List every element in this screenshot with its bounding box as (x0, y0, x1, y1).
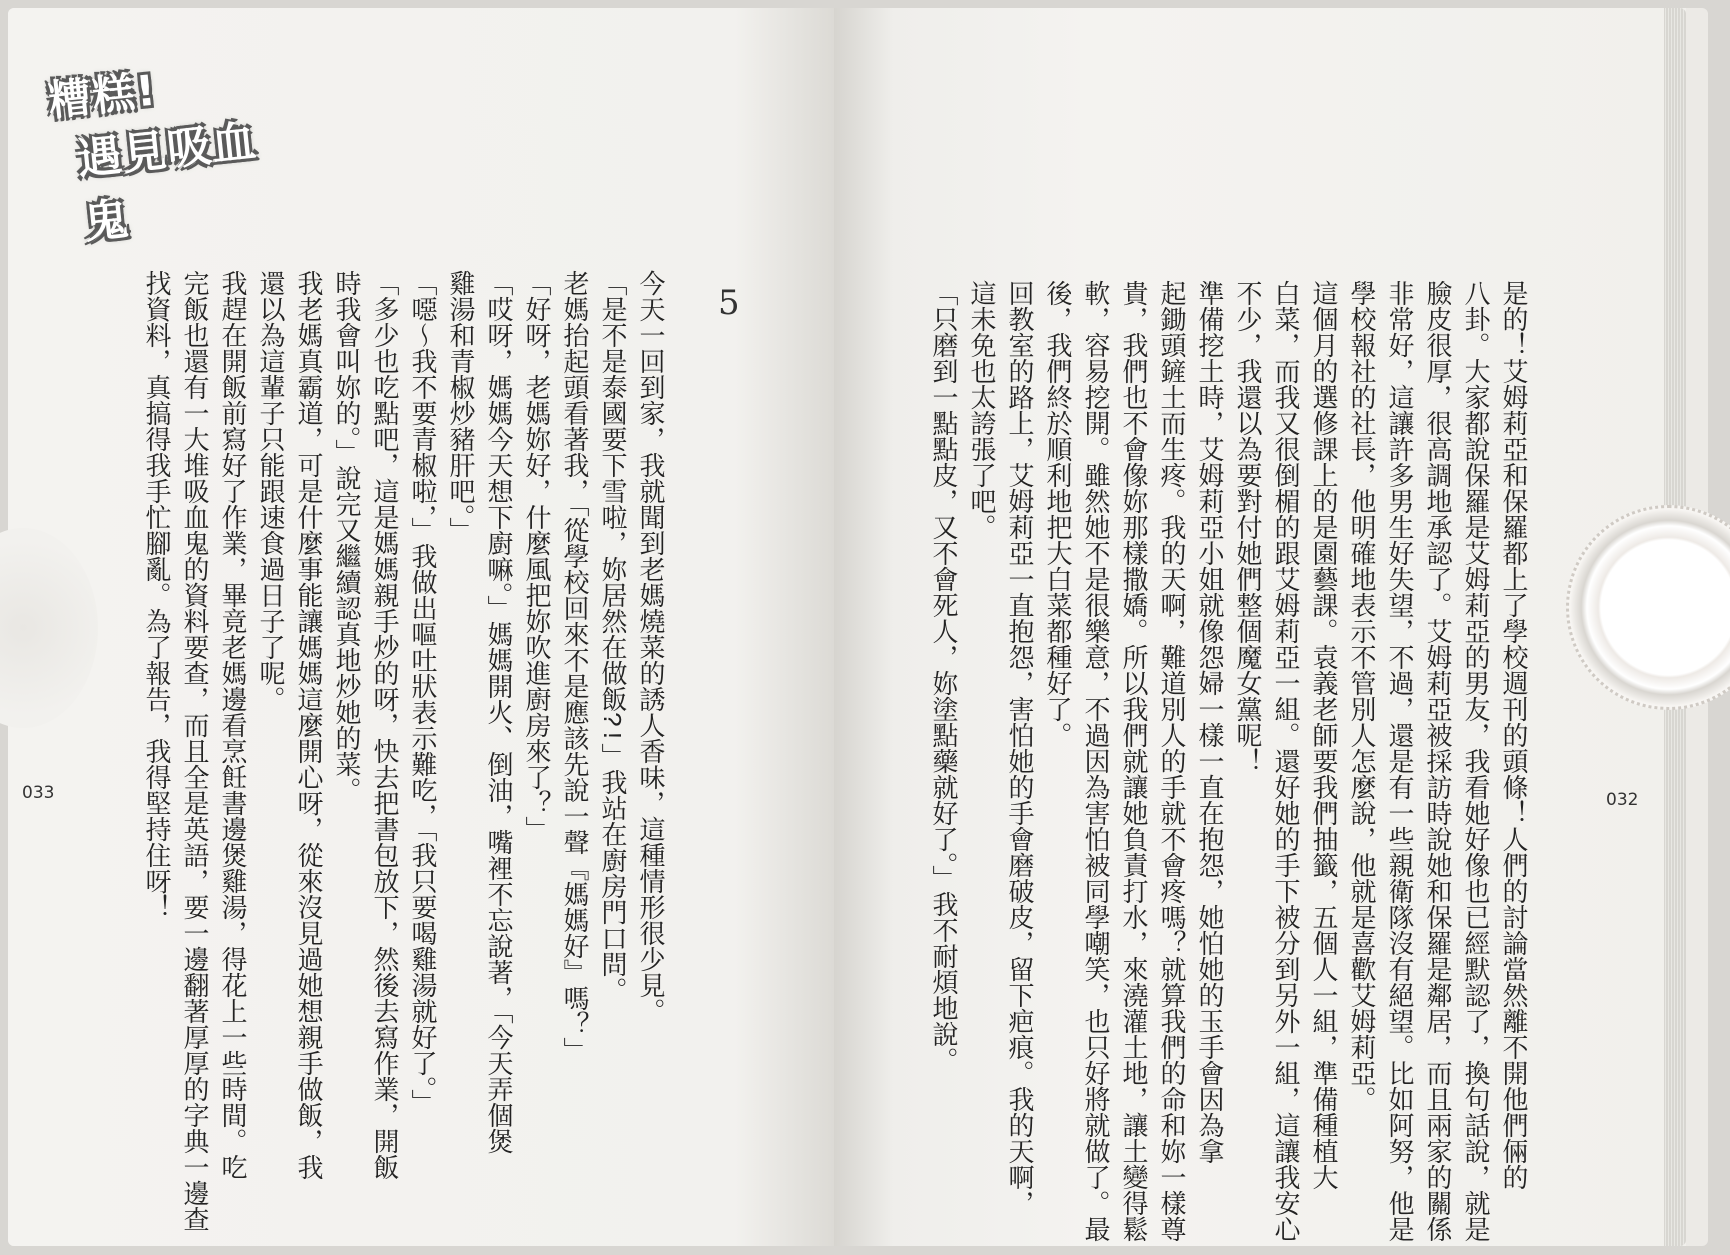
logo-line-2: 遇見吸血鬼 (75, 115, 260, 250)
logo-line-1: 糟糕! (45, 65, 160, 126)
left-page-body: 今天一回到家，我就聞到老媽燒菜的誘人香味，這種情形很少見。 「是不是泰國要下雪啦，妳居然在做飯?!」我站在廚房門口問。 老媽抬起頭看著我，「從學校回來不是應該先說一聲『媽媽好』嗎？」 「好呀，老媽妳好，什麼風把妳吹進廚房來了？」 「哎呀，媽媽今天想下廚嘛。」媽媽開火、倒油，嘴裡不忘說著，「今天弄個煲 雞湯和青椒炒豬肝吧。」 「噁～我不要青椒啦，」我做出嘔吐狀表示難吃，「我只要喝雞湯就好了。」 「多少也吃點吧，這是媽媽親手炒的呀，快去把書包放下，然後去寫作業，開飯 時我會叫妳的。」說完又繼續認真地炒她的菜。 我老媽真霸道，可是什麼事能讓媽媽這麼開心呀，從來沒見過她想親手做飯，我 還以為這輩子只能跟速食過日子了呢。 我趕在開飯前寫好了作業，畢竟老媽邊看烹飪書邊煲雞湯，得花上一些時間。吃 完飯也還有一大堆吸血鬼的資料要查，而且全是英語，要一邊翻著厚厚的字典一邊查 找資料，真搞得我手忙腳亂。為了報告，我得堅持住呀！ (140, 270, 664, 1232)
left-page (8, 8, 834, 1246)
open-book (8, 8, 1708, 1246)
right-page-body: 是的！艾姆莉亞和保羅都上了學校週刊的頭條！人們的討論當然離不開他們倆的 八卦。大家都說保羅是艾姆莉亞的男友，我看她好像也已經默認了，換句話說，就是 臉皮很厚，很高調地承認了。艾姆莉亞被採訪時說她和保羅是鄰居，而且兩家的關係 非常好，這讓許多男生好失望，不過，還是有一些親衛隊沒有絕望。比如阿努，他是 學校報社的社長，他明確地表示不管別人怎麼說，他就是喜歡艾姆莉亞。 這個月的選修課上的是園藝課。袁義老師要我們抽籤，五個人一組，準備種植大 白菜，而我又很倒楣的跟艾姆莉亞一組。還好她的手下被分到另外一組，這讓我安心 不少，我還以為要對付她們整個魔女黨呢！ 準備挖土時，艾姆莉亞小姐就像怨婦一樣一直在抱怨，她怕她的玉手會因為拿 起鋤頭鏟土而生疼。我的天啊，難道別人的手就不會疼嗎？就算我們的命和妳一樣尊 貴，我們也不會像妳那樣撒嬌。所以我們就讓她負責打水，來澆灌土地，讓土變得鬆 軟，容易挖開。雖然她不是很樂意，不過因為害怕被同學嘲笑，也只好將就做了。最 後，我們終於順利地把大白菜都種好了。 回教室的路上，艾姆莉亞一直抱怨，害怕她的手會磨破皮，留下疤痕。我的天啊， 這未免也太誇張了吧。 「只磨到一點點皮，又不會死人，妳塗點藥就好了。」我不耐煩地說。 (927, 280, 1527, 1242)
left-page-number: 033 (22, 783, 55, 803)
right-page-number: 032 (1606, 790, 1639, 810)
right-page (834, 8, 1686, 1246)
chapter-number: 5 (718, 283, 740, 323)
series-logo (45, 63, 278, 250)
decorative-medallion-left (0, 528, 98, 728)
